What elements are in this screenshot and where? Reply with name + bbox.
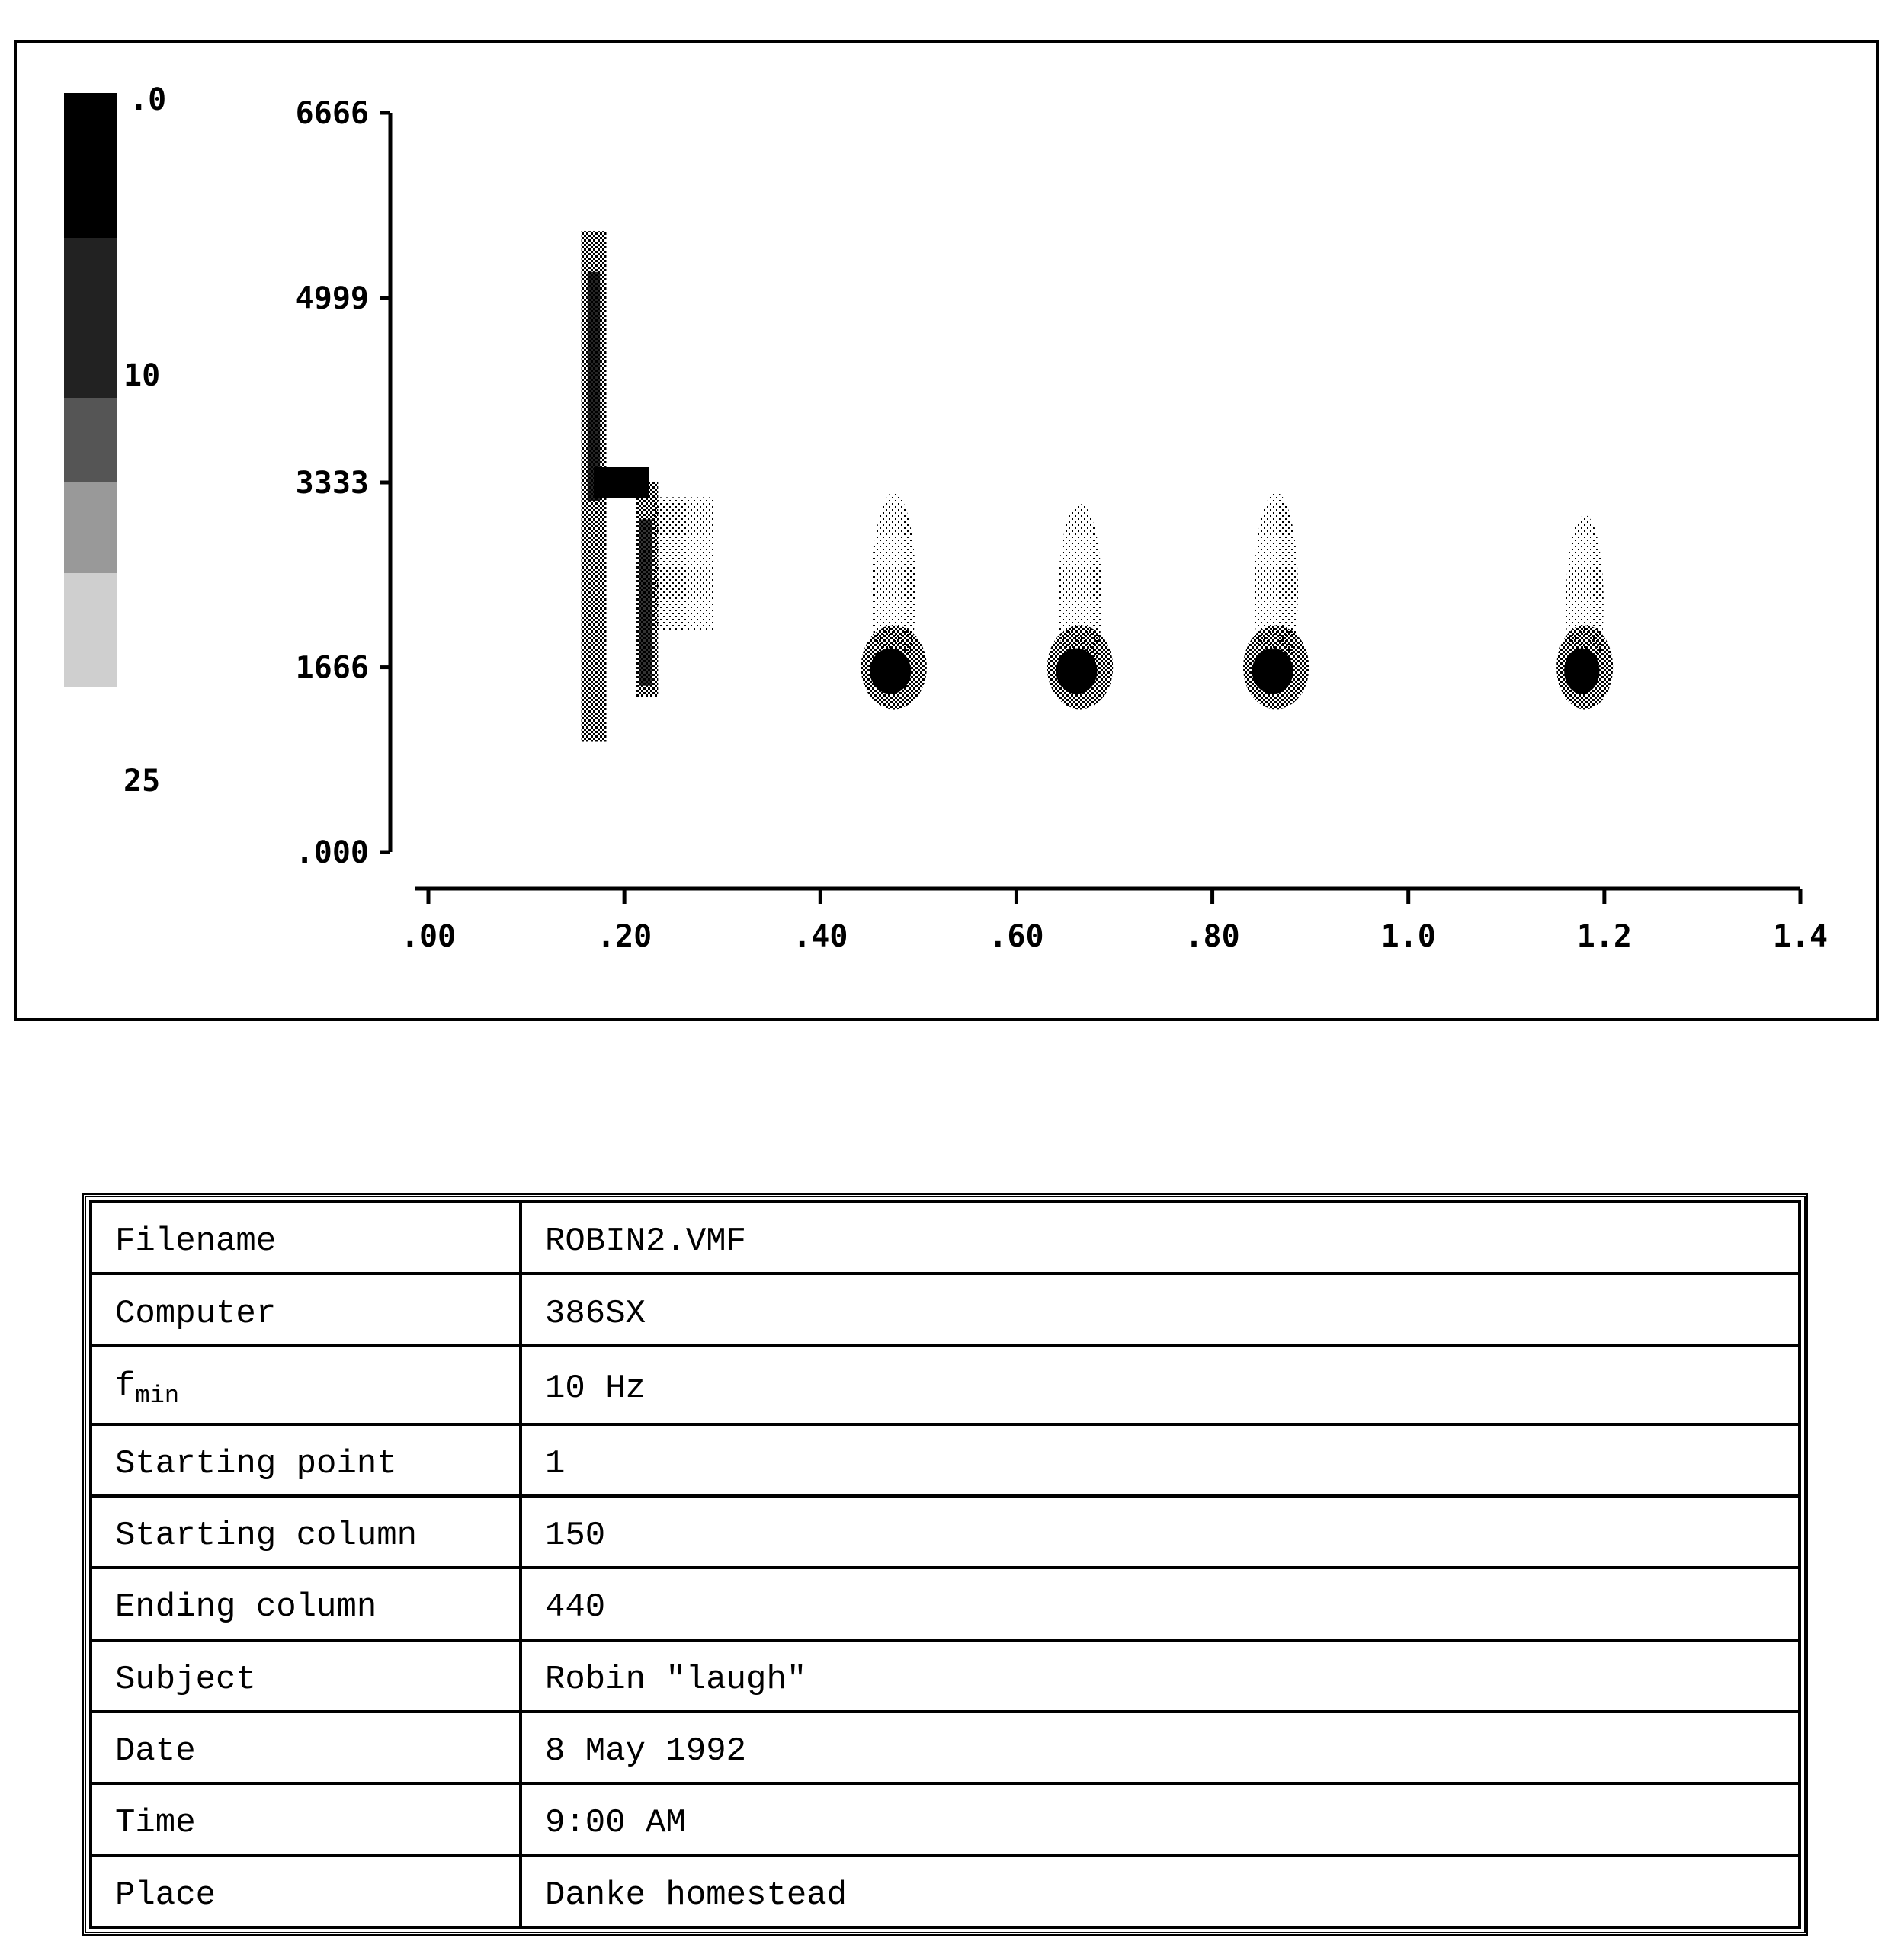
x-tick-label: .00 bbox=[400, 919, 457, 954]
x-axis-ticks bbox=[401, 889, 1828, 954]
note-second-core bbox=[639, 519, 652, 685]
x-tick-label: .40 bbox=[793, 919, 848, 954]
row-label-computer: Computer bbox=[91, 1273, 521, 1345]
spectrogram-note bbox=[1047, 504, 1113, 709]
row-label-date: Date bbox=[91, 1712, 521, 1783]
x-tick-label: .60 bbox=[989, 919, 1044, 954]
table-row bbox=[91, 1856, 1800, 1927]
colorbar-segment-lightest bbox=[64, 573, 117, 687]
note-halo bbox=[652, 497, 714, 630]
row-label-time: Time bbox=[91, 1783, 521, 1855]
row-label-subject: Subject bbox=[91, 1640, 521, 1712]
fmin-sub: min bbox=[135, 1382, 180, 1411]
row-value-fmin: 10 Hz bbox=[521, 1346, 1800, 1424]
row-value-place: Danke homestead bbox=[521, 1856, 1800, 1927]
colorbar-segment-dark bbox=[64, 93, 117, 238]
row-label-starting-point: Starting point bbox=[91, 1424, 521, 1496]
spectrogram-note bbox=[1556, 515, 1613, 710]
note-lower-core bbox=[1056, 649, 1098, 694]
row-label-place: Place bbox=[91, 1856, 521, 1927]
row-label-ending-column: Ending column bbox=[91, 1568, 521, 1639]
row-value-filename: ROBIN2.VMF bbox=[521, 1202, 1800, 1273]
table-row bbox=[91, 1346, 1800, 1424]
x-tick-label: .80 bbox=[1184, 919, 1240, 954]
y-tick-label: 1666 bbox=[295, 650, 369, 686]
colorbar-label-mid: 10 bbox=[123, 358, 161, 393]
note-lower-core bbox=[870, 649, 911, 694]
row-label-starting-column: Starting column bbox=[91, 1496, 521, 1568]
info-table bbox=[89, 1200, 1801, 1929]
row-label-filename: Filename bbox=[91, 1202, 521, 1273]
note-lower-core bbox=[1564, 649, 1599, 694]
recording-info-table bbox=[82, 1193, 1808, 1936]
colorbar-label-top: .0 bbox=[130, 82, 167, 117]
note-stem-core bbox=[588, 272, 600, 501]
spectrogram-note bbox=[1243, 492, 1309, 709]
y-tick-label: 3333 bbox=[295, 466, 369, 501]
x-tick-label: .20 bbox=[597, 919, 652, 954]
row-value-computer: 386SX bbox=[521, 1273, 1800, 1345]
y-axis-ticks bbox=[296, 96, 390, 870]
spectrogram-chart bbox=[17, 43, 1877, 1020]
row-value-time: 9:00 AM bbox=[521, 1783, 1800, 1855]
row-value-date: 8 May 1992 bbox=[521, 1712, 1800, 1783]
table-row bbox=[91, 1496, 1800, 1568]
x-tick-label: 1.0 bbox=[1380, 919, 1436, 954]
table-row bbox=[91, 1202, 1800, 1273]
colorbar-segment-mid bbox=[64, 238, 117, 398]
x-tick-label: 1.4 bbox=[1772, 919, 1829, 954]
row-value-starting-point: 1 bbox=[521, 1424, 1800, 1496]
y-tick-label: 4999 bbox=[295, 280, 369, 316]
colorbar-segment-gray bbox=[64, 398, 117, 482]
colorbar-segment-light bbox=[64, 482, 117, 573]
row-value-ending-column: 440 bbox=[521, 1568, 1800, 1639]
table-row bbox=[91, 1783, 1800, 1855]
colorbar-label-bottom: 25 bbox=[123, 764, 161, 799]
row-value-starting-column: 150 bbox=[521, 1496, 1800, 1568]
y-tick-label: .000 bbox=[295, 835, 369, 870]
spectrogram-panel bbox=[14, 40, 1879, 1021]
row-label-fmin bbox=[91, 1346, 521, 1424]
colorbar bbox=[64, 82, 166, 799]
spectrogram-notes bbox=[582, 231, 1614, 741]
table-row bbox=[91, 1424, 1800, 1496]
table-row bbox=[91, 1568, 1800, 1639]
fmin-main: f bbox=[115, 1367, 136, 1406]
x-tick-label: 1.2 bbox=[1576, 919, 1632, 954]
table-row bbox=[91, 1640, 1800, 1712]
table-row bbox=[91, 1273, 1800, 1345]
spectrogram-note bbox=[582, 231, 715, 741]
table-row bbox=[91, 1712, 1800, 1783]
row-value-subject: Robin "laugh" bbox=[521, 1640, 1800, 1712]
spectrogram-note bbox=[861, 492, 927, 709]
note-lower-core bbox=[1252, 649, 1293, 694]
y-tick-label: 6666 bbox=[295, 96, 369, 131]
